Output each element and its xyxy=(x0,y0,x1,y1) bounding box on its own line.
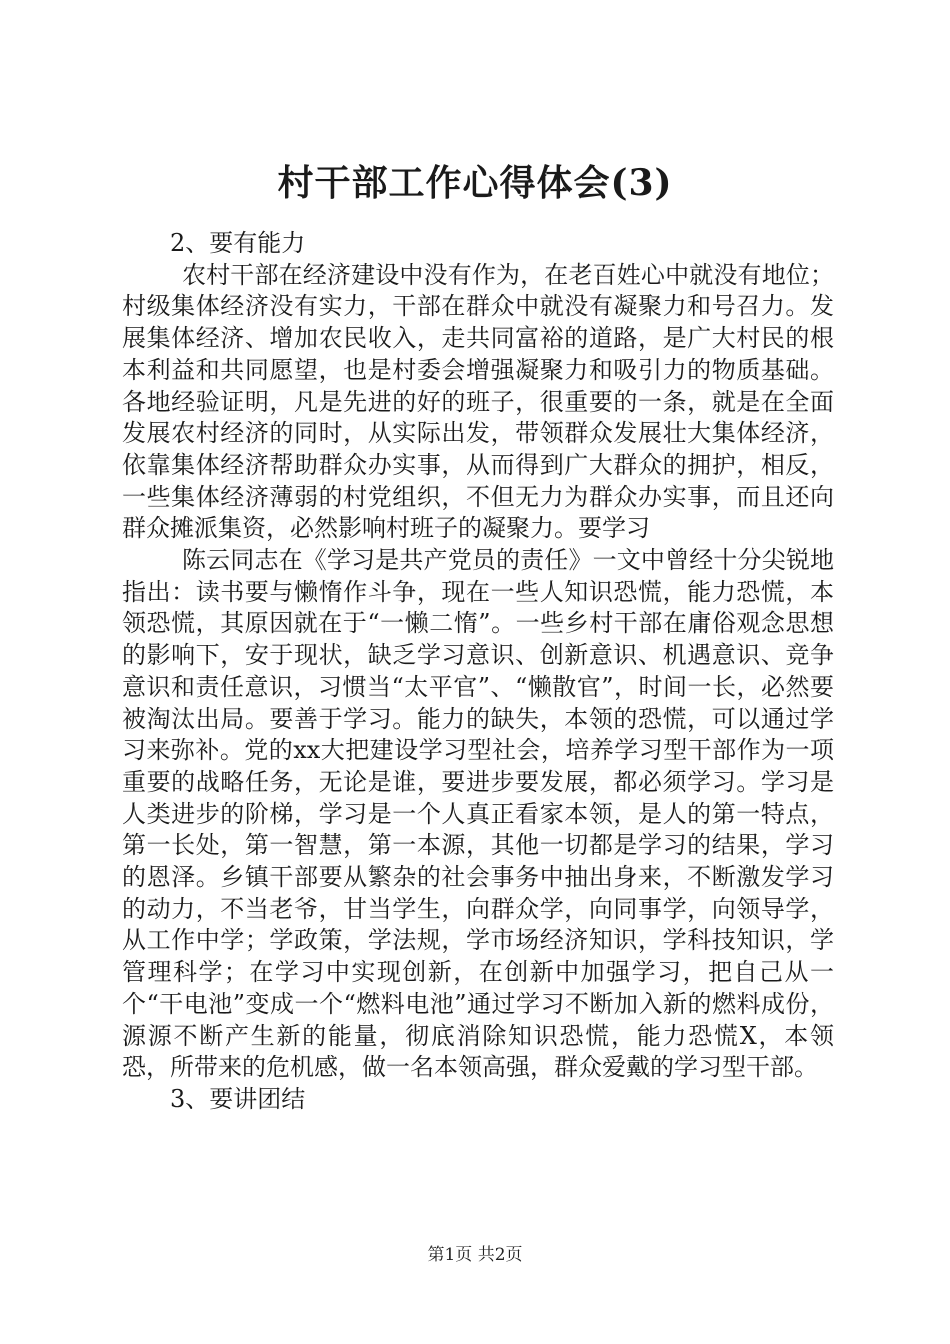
section-heading: 2、要有能力 xyxy=(170,229,306,257)
page-number: 第1页 共2页 xyxy=(427,1245,523,1265)
document-body xyxy=(122,228,834,1116)
body-paragraph: 农村干部在经济建设中没有作为，在老百姓心中就没有地位；村级集体经济没有实力，干部在群众中就没有凝聚力和号召力。发展集体经济、增加农民收入，走共同富裕的道路，是广大村民的根本利益和共同愿望，也是村委会增强凝聚力和吸引力的物质基础。各地经验证明，凡是先进的好的班子，很重要的一条，就是在全面发展农村经济的同时，从实际出发，带领群众发展壮大集体经济，依靠集体经济帮助群众办实事，从而得到广大群众的拥护，相反，一些集体经济薄弱的村党组织，不但无力为群众办实事，而且还向群众摊派集资，必然影响村班子的凝聚力。要学习 xyxy=(122,260,834,543)
body-paragraph: 陈云同志在《学习是共产党员的责任》一文中曾经十分尖锐地指出：读书要与懒惰作斗争，现在一些人知识恐慌，能力恐慌，本领恐慌，其原因就在于“一懒二惰”。一些乡村干部在庸俗观念思想的影响下，安于现状，缺乏学习意识、创新意识、机遇意识、竞争意识和责任意识，习惯当“太平官”、“懒散官”，时间一长，必然要被淘汰出局。要善于学习。能力的缺失，本领的恐慌，可以通过学习来弥补。党的xx大把建设学习型社会，培养学习型干部作为一项重要的战略任务，无论是谁，要进步要发展，都必须学习。学习是人类进步的阶梯，学习是一个人真正看家本领，是人的第一特点，第一长处，第一智慧，第一本源，其他一切都是学习的结果，学习的恩泽。乡镇干部要从繁杂的社会事务中抽出身来，不断激发学习的动力，不当老爷，甘当学生，向群众学，向同事学，向领导学，从工作中学；学政策，学法规，学市场经济知识，学科技知识，学管理科学；在学习中实现创新，在创新中加强学习，把自己从一个“干电池”变成一个“燃料电池”通过学习不断加入新的燃料成份，源源不断产生新的能量，彻底消除知识恐慌，能力恐慌X，本领恐，所带来的危机感，做一名本领高强，群众爱戴的学习型干部。 xyxy=(122,546,834,1082)
section-heading: 3、要讲团结 xyxy=(170,1084,306,1113)
document-title: 村干部工作心得体会(3) xyxy=(277,162,673,204)
